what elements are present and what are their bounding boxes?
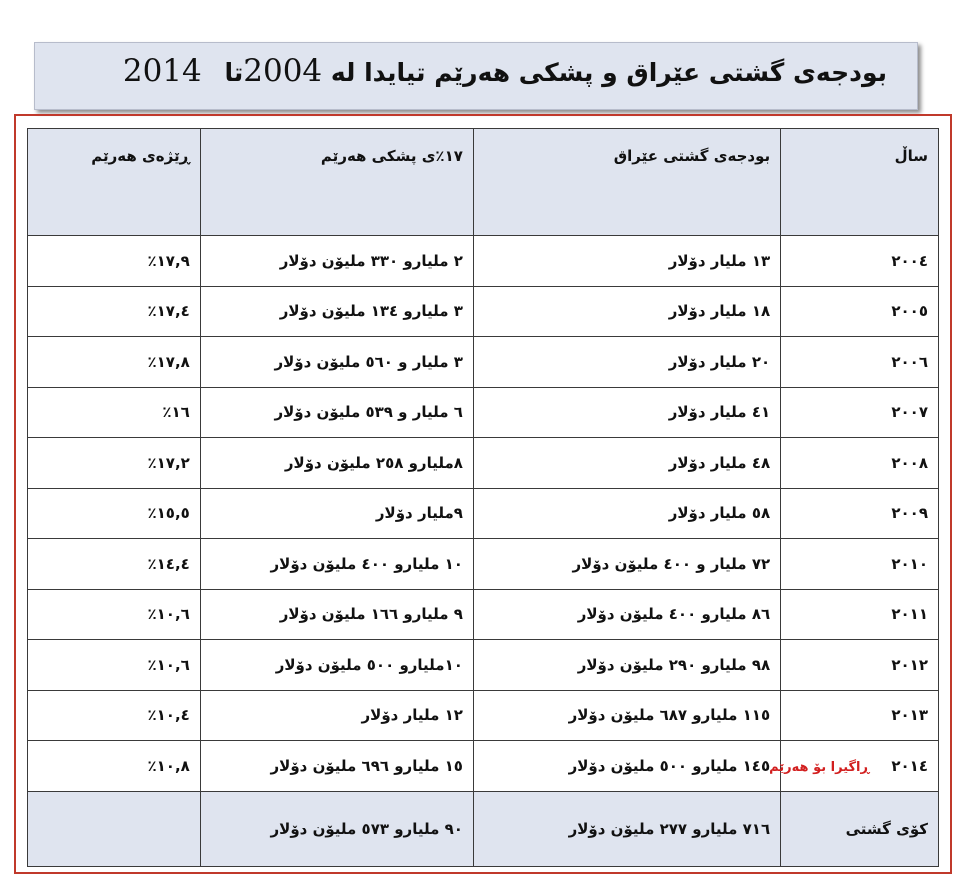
year-value: ٢٠٠٤ bbox=[891, 251, 928, 270]
cell-iraq-budget: ٢٠ ملیار دۆلار bbox=[473, 337, 780, 388]
cell-iraq-budget: ٥٨ ملیار دۆلار bbox=[473, 488, 780, 539]
cell-ratio: ١٧,٩٪ bbox=[28, 236, 201, 287]
year-value: ٢٠١٤ bbox=[891, 756, 928, 775]
table-row bbox=[28, 387, 939, 438]
table-row bbox=[28, 488, 939, 539]
header-iraq-budget: بودجەی گشتی عێراق bbox=[473, 129, 780, 236]
cell-kurdistan-share: ١٠ ملیارو ٤٠٠ ملیۆن دۆلار bbox=[200, 539, 473, 590]
table-body bbox=[28, 236, 939, 792]
table-row bbox=[28, 539, 939, 590]
table-row bbox=[28, 286, 939, 337]
cell-year bbox=[781, 488, 939, 539]
budget-table bbox=[27, 128, 939, 867]
cell-ratio: ١٠,٨٪ bbox=[28, 741, 201, 792]
total-iraq-budget: ٧١٦ ملیارو ٢٧٧ ملیۆن دۆلار bbox=[473, 791, 780, 866]
cell-year bbox=[781, 690, 939, 741]
cell-year bbox=[781, 286, 939, 337]
cell-kurdistan-share: ٩ملیار دۆلار bbox=[200, 488, 473, 539]
table-row bbox=[28, 236, 939, 287]
cell-iraq-budget: ٩٨ ملیارو ٢٩٠ ملیۆن دۆلار bbox=[473, 640, 780, 691]
table-row bbox=[28, 589, 939, 640]
cell-ratio: ١٠,٦٪ bbox=[28, 589, 201, 640]
cell-ratio: ١٧,٢٪ bbox=[28, 438, 201, 489]
cell-year bbox=[769, 741, 939, 792]
table-row bbox=[28, 337, 939, 388]
cell-iraq-budget: ٧٢ ملیار و ٤٠٠ ملیۆن دۆلار bbox=[473, 539, 780, 590]
cell-kurdistan-share: ٣ ملیار و ٥٦٠ ملیۆن دۆلار bbox=[200, 337, 473, 388]
cell-kurdistan-share: ٦ ملیار و ٥٣٩ ملیۆن دۆلار bbox=[200, 387, 473, 438]
title-year-to: 2014 bbox=[122, 53, 202, 89]
year-value: ٢٠٠٧ bbox=[891, 403, 928, 422]
cell-iraq-budget: ١٣ ملیار دۆلار bbox=[473, 236, 780, 287]
header-kurdistan-share: ١٧٪ی پشکی هەرێم bbox=[200, 129, 473, 236]
cell-kurdistan-share: ١٥ ملیارو ٦٩٦ ملیۆن دۆلار bbox=[200, 741, 473, 792]
title-banner bbox=[34, 42, 918, 110]
year-value: ٢٠٠٩ bbox=[891, 504, 928, 523]
table-row bbox=[28, 640, 939, 691]
year-value: ٢٠٠٥ bbox=[891, 302, 928, 321]
header-year: ساڵ bbox=[781, 129, 939, 236]
cell-kurdistan-share: ٨ملیارو ٢٥٨ ملیۆن دۆلار bbox=[200, 438, 473, 489]
cell-year bbox=[781, 438, 939, 489]
cell-ratio: ١٠,٦٪ bbox=[28, 640, 201, 691]
cell-ratio: ١٥,٥٪ bbox=[28, 488, 201, 539]
cell-kurdistan-share: ١٠ملیارو ٥٠٠ ملیۆن دۆلار bbox=[200, 640, 473, 691]
year-value: ٢٠٠٦ bbox=[891, 352, 928, 371]
cell-iraq-budget: ١٨ ملیار دۆلار bbox=[473, 286, 780, 337]
year-value: ٢٠٠٨ bbox=[891, 453, 928, 472]
table-row bbox=[28, 741, 939, 792]
cell-kurdistan-share: ٩ ملیارو ١٦٦ ملیۆن دۆلار bbox=[200, 589, 473, 640]
cell-year bbox=[781, 387, 939, 438]
cell-iraq-budget: ٤١ ملیار دۆلار bbox=[473, 387, 780, 438]
cell-iraq-budget: ١١٥ ملیارو ٦٨٧ ملیۆن دۆلار bbox=[473, 690, 780, 741]
cell-year bbox=[781, 337, 939, 388]
table-row bbox=[28, 438, 939, 489]
title-year-from: 2004 bbox=[243, 53, 323, 89]
total-kurdistan-share: ٩٠ ملیارو ٥٧٣ ملیۆن دۆلار bbox=[200, 791, 473, 866]
title-text-mid: تا bbox=[215, 58, 244, 87]
cell-kurdistan-share: ٢ ملیارو ٣٣٠ ملیۆن دۆلار bbox=[200, 236, 473, 287]
year-value: ٢٠١٠ bbox=[891, 554, 928, 573]
cell-iraq-budget: ٤٨ ملیار دۆلار bbox=[473, 438, 780, 489]
cell-year bbox=[781, 589, 939, 640]
year-value: ٢٠١٣ bbox=[891, 706, 928, 725]
cell-year bbox=[781, 640, 939, 691]
cell-year bbox=[781, 539, 939, 590]
total-ratio bbox=[28, 791, 201, 866]
cell-kurdistan-share: ٣ ملیارو ١٣٤ ملیۆن دۆلار bbox=[200, 286, 473, 337]
cell-ratio: ١٧,٤٪ bbox=[28, 286, 201, 337]
cell-ratio: ١٤,٤٪ bbox=[28, 539, 201, 590]
table-total-row bbox=[28, 791, 939, 866]
budget-halted-note: ڕاگیرا بۆ هەرێم bbox=[769, 759, 870, 775]
cell-ratio: ١٧,٨٪ bbox=[28, 337, 201, 388]
table-header-row bbox=[28, 129, 939, 236]
page-title bbox=[35, 53, 887, 89]
cell-iraq-budget: ٨٦ ملیارو ٤٠٠ ملیۆن دۆلار bbox=[473, 589, 780, 640]
cell-year bbox=[781, 236, 939, 287]
table-row bbox=[28, 690, 939, 741]
total-label: کۆی گشتی bbox=[781, 791, 939, 866]
title-text-before: بودجەی گشتی عێراق و پشکی هەرێم تیایدا لە bbox=[322, 58, 887, 87]
cell-kurdistan-share: ١٢ ملیار دۆلار bbox=[200, 690, 473, 741]
cell-ratio: ١٠,٤٪ bbox=[28, 690, 201, 741]
year-value: ٢٠١١ bbox=[891, 605, 928, 624]
header-ratio: ڕێژەی هەرێم bbox=[28, 129, 201, 236]
year-value: ٢٠١٢ bbox=[891, 655, 928, 674]
cell-iraq-budget: ١٤٥ ملیارو ٥٠٠ ملیۆن دۆلار bbox=[473, 741, 780, 792]
cell-ratio: ١٦٪ bbox=[28, 387, 201, 438]
